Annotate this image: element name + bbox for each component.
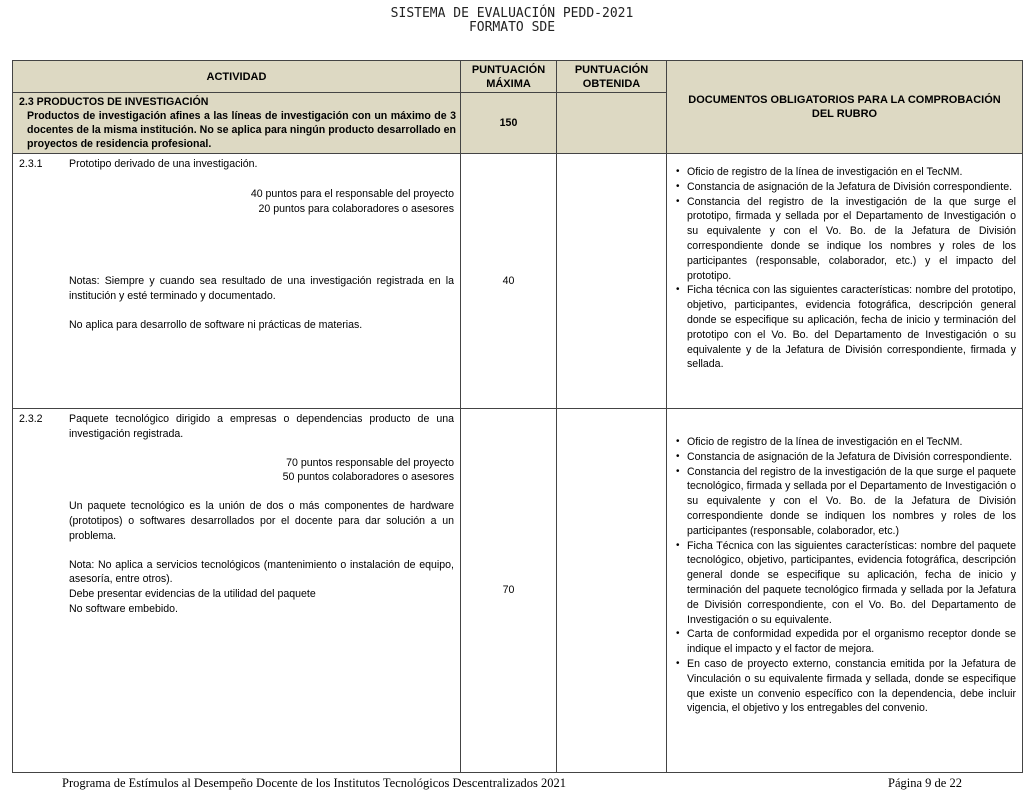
- list-item: • Oficio de registro de la línea de investigación en el TecNM.: [687, 435, 1016, 450]
- item-note: No software embebido.: [69, 602, 178, 615]
- list-item: • Constancia de asignación de la Jefatura de División correspondiente.: [687, 450, 1016, 465]
- list-item: • Ficha técnica con las siguientes características: nombre del prototipo, objetivo, participantes, evidencia fotográfica, descripción general donde se especifique su aplicación, fecha de inicio y terminación del prototipo con el Vo. Bo. del Departamento de Investigación o su equivalente y de la Jefatura de División correspondiente, firmada y sellada.: [687, 283, 1016, 372]
- section-max-score: 150: [461, 93, 557, 154]
- item-description: Un paquete tecnológico es la unión de dos o más componentes de hardware (prototipos) o softwares desarrollados por el docente para dar solución a un problema.: [69, 500, 454, 542]
- footer-program-name: Programa de Estímulos al Desempeño Docente de los Institutos Tecnológicos Descentralizados 2021: [62, 776, 566, 790]
- item-number: 2.3.2: [19, 413, 43, 425]
- rubric-table: [12, 60, 1023, 773]
- item-note: Debe presentar evidencias de la utilidad del paquete: [69, 588, 316, 601]
- column-header-documents: DOCUMENTOS OBLIGATORIOS PARA LA COMPROBACIÓN DEL RUBRO: [667, 61, 1023, 154]
- column-header-max-score: PUNTUACIÓN MÁXIMA: [461, 61, 557, 93]
- list-item: • Oficio de registro de la línea de investigación en el TecNM.: [687, 165, 1016, 180]
- activity-cell: [13, 409, 461, 773]
- item-note: No aplica para desarrollo de software ni prácticas de materias.: [69, 318, 363, 331]
- list-item: • Constancia del registro de la investigación de la que surge el paquete tecnológico, firmada y sellada por el Departamento de Investigación o su equivalente y con el Vo. Bo. de la Jefatura de División correspondiente donde se indiquen los nombres y roles de los participantes (responsable, colaborador, etc.): [687, 465, 1016, 539]
- table-row-item-2-3-1: [13, 154, 1023, 409]
- points-line: 20 puntos para colaboradores o asesores: [258, 202, 454, 215]
- document-header-title: SISTEMA DE EVALUACIÓN PEDD-2021: [390, 6, 634, 21]
- item-obtained-score: [557, 154, 667, 409]
- item-obtained-score: [557, 409, 667, 773]
- list-item: • Constancia de asignación de la Jefatura de División correspondiente.: [687, 180, 1016, 195]
- item-title: Prototipo derivado de una investigación.: [69, 158, 258, 170]
- list-item: • Ficha Técnica con las siguientes características: nombre del paquete tecnológico, objetivo, participantes, evidencia fotográfica, descripción general donde se especifique su aplicación, fecha de inicio y terminación del paquete tecnológico firmada y sellada por la Jefatura de División correspondiente, con el Vo. Bo. del Departamento de Investigación o su equivalente.: [687, 539, 1016, 628]
- section-title: 2.3 PRODUCTOS DE INVESTIGACIÓN: [19, 96, 209, 108]
- item-note: Nota: No aplica a servicios tecnológicos (mantenimiento o instalación de equipo, asesoría, entre otros).: [69, 558, 454, 586]
- section-obtained-score: [557, 93, 667, 154]
- section-header: [13, 93, 461, 154]
- column-header-obtained-score: PUNTUACIÓN OBTENIDA: [557, 61, 667, 93]
- points-line: 40 puntos para el responsable del proyecto: [250, 187, 454, 200]
- document-header-subtitle: FORMATO SDE: [468, 20, 556, 35]
- points-line: 70 puntos responsable del proyecto: [286, 456, 454, 469]
- documents-cell: [667, 154, 1023, 409]
- list-item: • Carta de conformidad expedida por el organismo receptor donde se indique el impacto y el factor de mejora.: [687, 627, 1016, 657]
- item-note: Notas: Siempre y cuando sea resultado de una investigación registrada en la institución y esté terminado y documentado.: [69, 275, 454, 303]
- activity-cell: [13, 154, 461, 409]
- points-line: 50 puntos colaboradores o asesores: [282, 471, 454, 484]
- documents-cell: [667, 409, 1023, 773]
- column-header-actividad: ACTIVIDAD: [13, 61, 461, 93]
- documents-list: [673, 165, 1016, 372]
- documents-list: [673, 435, 1016, 716]
- page-number: Página 9 de 22: [888, 776, 962, 790]
- item-max-score: 70: [461, 409, 557, 773]
- list-item: • Constancia del registro de la investigación de la que surge el prototipo, firmada y sellada por el Departamento de Investigación o su equivalente y con el Vo. Bo. de la Jefatura de División correspondiente donde se indique los nombres y roles de los participantes (responsable, colaborador, etc.) y el impacto del prototipo.: [687, 195, 1016, 284]
- list-item: • En caso de proyecto externo, constancia emitida por la Jefatura de Vinculación o su equivalente firmada y sellada, donde se especifique que existe un convenio específico con la dependencia, debe incluir vigencia, el objetivo y los entregables del convenio.: [687, 657, 1016, 716]
- table-row-item-2-3-2: [13, 409, 1023, 773]
- section-description: Productos de investigación afines a las líneas de investigación con un máximo de 3 docentes de la misma institución. No se aplica para ningún producto desarrollado en proyectos de residencia profesional.: [27, 110, 456, 150]
- item-max-score: 40: [461, 154, 557, 409]
- item-title: Paquete tecnológico dirigido a empresas o dependencias producto de una investigación registrada.: [69, 413, 454, 440]
- item-number: 2.3.1: [19, 158, 43, 170]
